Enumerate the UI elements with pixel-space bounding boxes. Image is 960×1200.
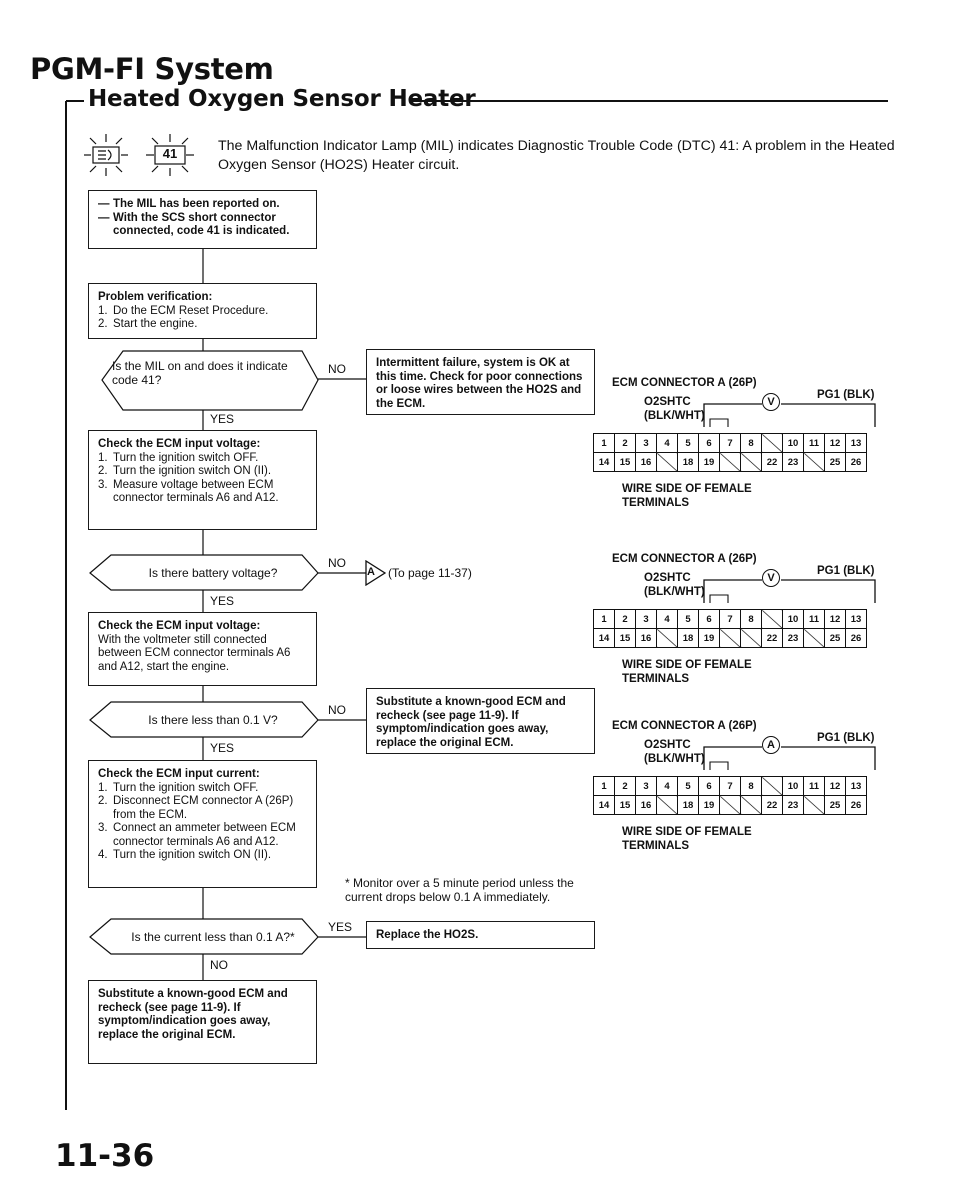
terminal-pin: 5: [678, 434, 699, 453]
problem-verification-box: Problem verification: 1. Do the ECM Reset Procedure. 2. Start the engine.: [88, 283, 317, 339]
empty-pin: [804, 453, 825, 472]
terminal-pin: 22: [762, 629, 783, 648]
box-title: Problem verification:: [98, 291, 213, 303]
terminal-pin: 5: [678, 610, 699, 629]
empty-pin: [720, 629, 741, 648]
terminal-pin: 1: [594, 610, 615, 629]
no-label: NO: [210, 958, 228, 972]
terminal-pin: 7: [720, 610, 741, 629]
voltmeter-icon: V: [762, 569, 780, 587]
terminal-pin: 18: [678, 453, 699, 472]
ammeter-icon: A: [762, 736, 780, 754]
empty-pin: [804, 629, 825, 648]
terminal-pin: 12: [825, 777, 846, 796]
terminal-pin: 16: [636, 796, 657, 815]
connector-title: ECM CONNECTOR A (26P): [612, 553, 757, 565]
substitute-ecm-final-box: Substitute a known-good ECM and recheck (see page 11-9). If symptom/indication goes away, replace the original ECM.: [88, 980, 317, 1064]
no-label: NO: [328, 703, 346, 717]
terminal-pin: 26: [846, 453, 867, 472]
terminal-pin: 10: [783, 434, 804, 453]
decision-battery-voltage: Is there battery voltage?: [148, 566, 278, 580]
empty-pin: [741, 453, 762, 472]
replace-ho2s-box: Replace the HO2S.: [366, 921, 595, 949]
terminal-pin: 10: [783, 777, 804, 796]
terminal-pin: 4: [657, 610, 678, 629]
terminal-pin: 19: [699, 796, 720, 815]
box-title: Check the ECM input voltage:: [98, 438, 261, 450]
terminal-pin: 26: [846, 629, 867, 648]
probe-wires: [700, 399, 900, 429]
terminal-pin: 14: [594, 453, 615, 472]
terminal-pin: 8: [741, 610, 762, 629]
terminal-pin: 8: [741, 434, 762, 453]
terminal-pin: 14: [594, 796, 615, 815]
decision-less-than-01v: Is there less than 0.1 V?: [148, 713, 278, 727]
terminal-pin: 18: [678, 629, 699, 648]
empty-pin: [720, 453, 741, 472]
caption-line: TERMINALS: [622, 673, 690, 685]
start-condition-box: — The MIL has been reported on. — With the SCS short connector connected, code 41 is indicated.: [88, 190, 317, 249]
caption-line: WIRE SIDE OF FEMALE: [622, 483, 752, 495]
terminal-pin: 4: [657, 434, 678, 453]
check-ecm-voltage-running-box: [88, 612, 317, 686]
step: Turn the ignition switch OFF.: [113, 451, 259, 464]
probe-wires: [700, 575, 900, 605]
terminal-pin: 6: [699, 777, 720, 796]
connector-title: ECM CONNECTOR A (26P): [612, 377, 757, 389]
terminal-pin: 10: [783, 610, 804, 629]
caption-line: WIRE SIDE OF FEMALE: [622, 659, 752, 671]
terminal-pin: 2: [615, 777, 636, 796]
box-text: With the voltmeter still connected between ECM connector terminals A6 and A12, start the engine.: [98, 633, 291, 673]
voltmeter-icon: V: [762, 393, 780, 411]
probe-wires: [700, 742, 900, 772]
terminal-pin: 25: [825, 796, 846, 815]
yes-label: YES: [210, 594, 235, 608]
wire-label: O2SHTC: [644, 739, 691, 751]
page-title: PGM-FI System: [30, 52, 274, 86]
terminal-pin: 19: [699, 453, 720, 472]
terminal-pin: 13: [846, 434, 867, 453]
substitute-ecm-box: Substitute a known-good ECM and recheck (see page 11-9). If symptom/indication goes away, replace the original ECM.: [366, 688, 595, 754]
terminal-pin: 11: [804, 434, 825, 453]
terminal-pin: 16: [636, 453, 657, 472]
step: Disconnect ECM connector A (26P) from the ECM.: [113, 795, 294, 821]
terminal-pin: 18: [678, 796, 699, 815]
step: Start the engine.: [113, 318, 198, 330]
terminal-pin: 3: [636, 777, 657, 796]
wire-color: (BLK/WHT): [644, 753, 705, 765]
terminal-pin: 16: [636, 629, 657, 648]
terminal-pin: 13: [846, 777, 867, 796]
terminal-pin: 2: [615, 610, 636, 629]
terminal-pin: 12: [825, 434, 846, 453]
yes-label: YES: [328, 920, 353, 934]
connector-pin-grid: [593, 609, 867, 648]
terminal-pin: 7: [720, 777, 741, 796]
goto-page-link[interactable]: (To page 11-37): [388, 566, 472, 580]
decision-current-less: Is the current less than 0.1 A?*: [131, 930, 295, 944]
terminal-pin: 15: [615, 453, 636, 472]
intro-text: The Malfunction Indicator Lamp (MIL) indicates Diagnostic Trouble Code (DTC) 41: A problem in the Heated Oxygen Sensor (HO2S) Heater circuit.: [218, 138, 895, 173]
step: Measure voltage between ECM connector terminals A6 and A12.: [113, 478, 279, 504]
terminal-pin: 25: [825, 629, 846, 648]
terminal-pin: 1: [594, 777, 615, 796]
no-label: NO: [328, 362, 346, 376]
connector-pin-grid: [593, 776, 867, 815]
empty-pin: [804, 796, 825, 815]
wire-color: (BLK/WHT): [644, 410, 705, 422]
terminal-pin: 1: [594, 434, 615, 453]
empty-pin: [657, 453, 678, 472]
ground-label: PG1 (BLK): [817, 389, 875, 401]
goto-label: A: [367, 566, 375, 578]
terminal-pin: 5: [678, 777, 699, 796]
step: Do the ECM Reset Procedure.: [113, 304, 269, 317]
terminal-pin: 3: [636, 610, 657, 629]
terminal-pin: 11: [804, 610, 825, 629]
terminal-pin: 23: [783, 453, 804, 472]
empty-pin: [741, 629, 762, 648]
step: Turn the ignition switch ON (II).: [113, 465, 272, 477]
box-title: Check the ECM input current:: [98, 768, 260, 780]
decision-mil-on: Is the MIL on and does it indicate code 41?: [112, 359, 288, 387]
box-title: Check the ECM input voltage:: [98, 620, 261, 632]
section-subtitle: Heated Oxygen Sensor Heater: [88, 86, 476, 112]
empty-pin: [720, 796, 741, 815]
terminal-pin: 8: [741, 777, 762, 796]
terminal-pin: 23: [783, 796, 804, 815]
terminal-pin: 12: [825, 610, 846, 629]
terminal-pin: 6: [699, 610, 720, 629]
connector-title: ECM CONNECTOR A (26P): [612, 720, 757, 732]
terminal-pin: 4: [657, 777, 678, 796]
intermittent-failure-box: Intermittent failure, system is OK at this time. Check for poor connections or loose wires between the HO2S and the ECM.: [366, 349, 595, 415]
wire-label: O2SHTC: [644, 396, 691, 408]
terminal-pin: 7: [720, 434, 741, 453]
terminal-pin: 14: [594, 629, 615, 648]
step: Turn the ignition switch OFF.: [113, 781, 259, 794]
terminal-pin: 11: [804, 777, 825, 796]
empty-pin: [762, 434, 783, 453]
terminal-pin: 13: [846, 610, 867, 629]
empty-pin: [657, 629, 678, 648]
yes-label: YES: [210, 741, 235, 755]
terminal-pin: 15: [615, 796, 636, 815]
page-number: 11-36: [55, 1138, 155, 1174]
step: Turn the ignition switch ON (II).: [113, 849, 272, 861]
start-line: With the SCS short connector connected, code 41 is indicated.: [113, 211, 290, 237]
empty-pin: [762, 777, 783, 796]
terminal-pin: 15: [615, 629, 636, 648]
terminal-pin: 2: [615, 434, 636, 453]
terminal-pin: 23: [783, 629, 804, 648]
caption-line: TERMINALS: [622, 497, 690, 509]
footnote: * Monitor over a 5 minute period unless the current drops below 0.1 A immediately.: [345, 876, 574, 904]
ground-label: PG1 (BLK): [817, 732, 875, 744]
caption-line: TERMINALS: [622, 840, 690, 852]
check-ecm-voltage-box: Check the ECM input voltage: 1. Turn the ignition switch OFF. 2. Turn the ignition switch ON (II). 3. Measure voltage between ECM connector terminals A6 and A12.: [88, 430, 317, 530]
check-ecm-current-box: Check the ECM input current: 1. Turn the ignition switch OFF. 2. Disconnect ECM connector A (26P) from the ECM. 3. Connect an ammeter between ECM connector terminals A6 and A12. 4. Turn the ignition switch ON (II).: [88, 760, 317, 888]
terminal-pin: 19: [699, 629, 720, 648]
empty-pin: [741, 796, 762, 815]
terminal-pin: 6: [699, 434, 720, 453]
yes-label: YES: [210, 412, 235, 426]
terminal-pin: 25: [825, 453, 846, 472]
empty-pin: [762, 610, 783, 629]
terminal-pin: 22: [762, 796, 783, 815]
caption-line: WIRE SIDE OF FEMALE: [622, 826, 752, 838]
no-label: NO: [328, 556, 346, 570]
dtc-code-label: 41: [162, 146, 178, 161]
wire-label: O2SHTC: [644, 572, 691, 584]
connector-pin-grid: [593, 433, 867, 472]
start-line: The MIL has been reported on.: [113, 198, 280, 210]
wire-color: (BLK/WHT): [644, 586, 705, 598]
empty-pin: [657, 796, 678, 815]
terminal-pin: 3: [636, 434, 657, 453]
terminal-pin: 26: [846, 796, 867, 815]
malfunction-indicator-lamp-icon: [84, 132, 214, 180]
step: Connect an ammeter between ECM connector terminals A6 and A12.: [113, 822, 296, 848]
terminal-pin: 22: [762, 453, 783, 472]
ground-label: PG1 (BLK): [817, 565, 875, 577]
